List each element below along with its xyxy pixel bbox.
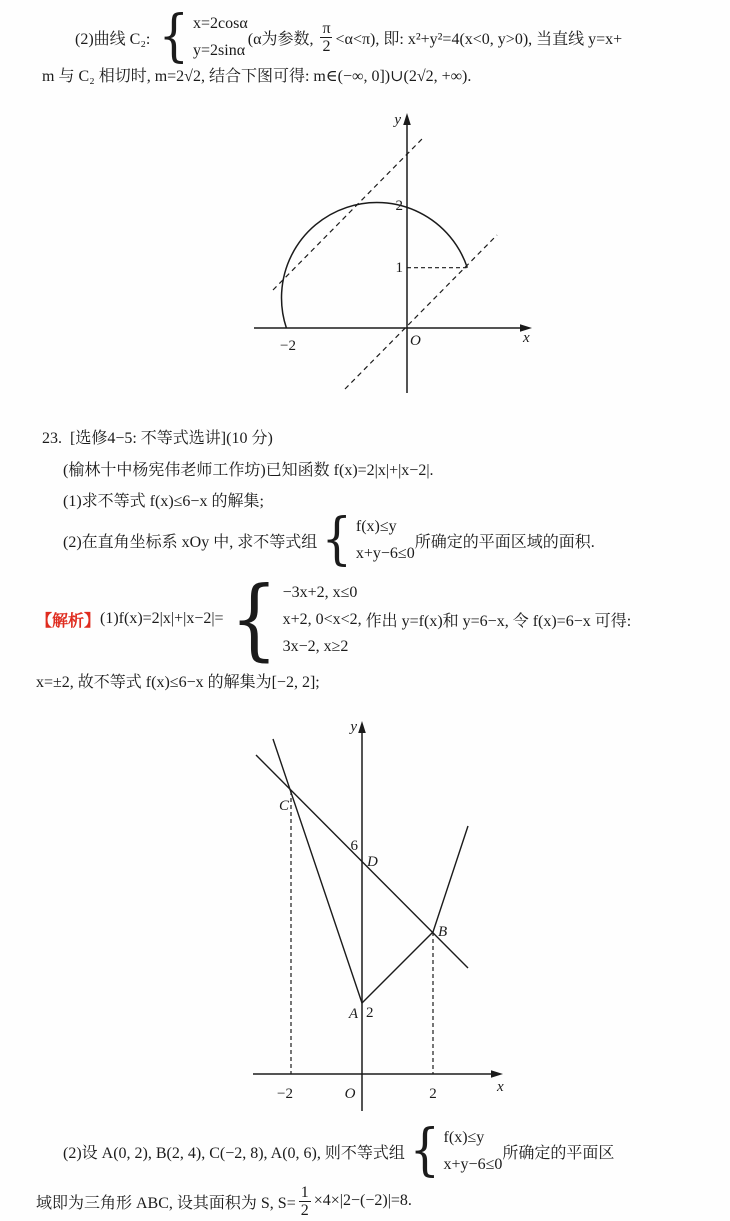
inequality-system [444, 1124, 503, 1178]
fraction-denominator: 2 [300, 1201, 309, 1219]
para-top-tail: <α<π), 即: x²+y²=4(x<0, y>0), 当直线 y=x+ [335, 30, 623, 48]
left-brace: { [321, 507, 353, 573]
tick-label-2: 2 [395, 198, 403, 214]
part2-post: 所确定的平面区域的面积. [414, 533, 595, 551]
tick-label-neg2: −2 [277, 1086, 293, 1102]
problem-part1: (1)求不等式 f(x)≤6−x 的解集; [63, 493, 264, 510]
y-axis-arrow [358, 721, 366, 733]
final-line2 [36, 1182, 412, 1220]
tick-label-1: 1 [395, 260, 403, 276]
final-line2-pre: 域即为三角形 ABC, 设其面积为 S, S= [36, 1194, 296, 1212]
case-row: f(x)≤y [355, 518, 397, 535]
figure-region-triangle [240, 713, 520, 1113]
case-row: x+y−6≤0 [443, 1156, 503, 1173]
final-post: 所确定的平面区 [502, 1144, 615, 1162]
tick-label-2-vertex: 2 [366, 1005, 374, 1021]
figure-circle-tangent [240, 108, 540, 408]
problem-intro: (榆林十中杨宪伟老师工作坊)已知函数 f(x)=2|x|+|x−2|. [63, 462, 434, 479]
problem-heading: 23. [选修4−5: 不等式选讲](10 分) [42, 430, 273, 447]
y-axis-arrow [403, 113, 411, 125]
part2-pre: (2)在直角坐标系 xOy 中, 求不等式组 [63, 533, 318, 551]
analysis-pre: (1)f(x)=2|x|+|x−2|= [100, 610, 224, 627]
analysis-tag: 【解析】 [36, 612, 101, 630]
origin-line-dashed [345, 235, 497, 389]
one-half-fraction [299, 1184, 311, 1219]
problem-part2 [63, 507, 595, 573]
inequality-system [356, 513, 415, 567]
y-axis-label: y [394, 112, 401, 128]
left-brace: { [409, 1118, 440, 1184]
case-row: 3x−2, x≥2 [282, 637, 349, 655]
para-top-line2: m 与 C₂ 相切时, m=2√2, 结合下图可得: m∈(−∞, 0])∪(2√2, +∞). [42, 68, 472, 85]
left-brace: { [229, 567, 278, 671]
point-b-label: B [438, 924, 448, 940]
case-row: −3x+2, x≤0 [282, 583, 358, 601]
circle-arc [282, 203, 468, 328]
fraction-denominator: 2 [322, 37, 331, 55]
x-axis-arrow [491, 1070, 503, 1078]
tick-label-neg2: −2 [280, 338, 296, 354]
para-top-line1 [75, 4, 623, 70]
case-row: x+y−6≤0 [355, 545, 415, 562]
point-c-label: C [278, 798, 289, 814]
pi-over-2-fraction [320, 20, 332, 55]
para-top-mid: (α为参数, [247, 30, 318, 48]
fraction-numerator: π [322, 19, 331, 37]
case-row: x=2cosα [193, 15, 248, 32]
parametric-cases [193, 10, 248, 64]
piecewise-cases [283, 579, 366, 660]
final-line1 [63, 1118, 615, 1184]
origin-label: O [344, 1086, 356, 1102]
tick-label-6: 6 [350, 838, 358, 854]
x-axis-label: x [497, 1079, 504, 1095]
origin-label: O [410, 333, 421, 349]
f-left-branch [273, 739, 362, 1003]
analysis-line2: x=±2, 故不等式 f(x)≤6−x 的解集为[−2, 2]; [36, 674, 320, 691]
fraction-numerator: 1 [300, 1183, 309, 1201]
y-axis-label: y [350, 719, 357, 735]
x-axis-label: x [523, 330, 530, 346]
analysis-line1 [36, 567, 632, 671]
point-d-label: D [367, 854, 378, 870]
f-right-branch [433, 826, 468, 932]
case-row: x+2, 0<x<2, [282, 610, 366, 628]
f-middle-branch [362, 932, 433, 1003]
final-pre: (2)设 A(0, 2), B(2, 4), C(−2, 8), A(0, 6), 则不等式组 [63, 1144, 405, 1162]
left-brace: { [159, 4, 190, 70]
analysis-post: 作出 y=f(x)和 y=6−x, 令 f(x)=6−x 可得: [365, 612, 632, 630]
tick-label-2: 2 [429, 1086, 437, 1102]
point-a-label: A [348, 1006, 358, 1022]
case-row: f(x)≤y [443, 1129, 485, 1146]
final-line2-post: ×4×|2−(−2)|=8. [313, 1192, 412, 1209]
para-top-prefix: (2)曲线 C₂: [75, 30, 155, 48]
case-row: y=2sinα [193, 42, 246, 59]
